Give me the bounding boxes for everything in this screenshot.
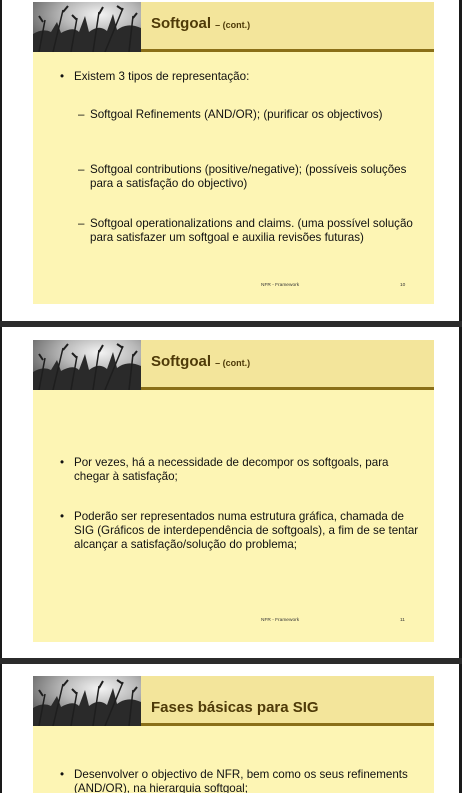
sub-bullet-item: – Softgoal Refinements (AND/OR); (purificar os objectivos) [78, 108, 383, 121]
bullet-dot: • [60, 510, 65, 523]
wheat-field-image [33, 676, 141, 726]
banner-rule [141, 49, 434, 52]
slide-12 [33, 676, 434, 793]
slide-banner [33, 340, 434, 390]
banner-rule [141, 387, 434, 390]
bullet-dot: • [60, 456, 65, 469]
slide-title: Softgoal – (cont.) [151, 15, 251, 32]
left-border [0, 0, 2, 793]
sub-bullet-item: – Softgoal operationalizations and claims. (uma possível solução para satisfazer um softgoal e auxilia revisões futuras) [78, 217, 413, 244]
banner-rule [141, 723, 434, 726]
slide-title: Softgoal – (cont.) [151, 353, 251, 370]
sub-bullet-item: – Softgoal contributions (positive/negative); (possíveis soluções para a satisfação do objectivo) [78, 163, 407, 190]
page-separator [0, 658, 462, 664]
slide-title: Fases básicas para SIG [151, 699, 319, 716]
wheat-field-image [33, 340, 141, 390]
slide-banner [33, 676, 434, 726]
slide-banner [33, 2, 434, 52]
bullet-item: • Desenvolver o objectivo de NFR, bem como os seus refinements (AND/OR), na hierarquia softgoal; [60, 768, 408, 793]
page-separator [0, 321, 462, 327]
dash-marker: – [78, 163, 85, 176]
bullet-item: • Existem 3 tipos de representação: [60, 70, 250, 83]
bullet-item: • Poderão ser representados numa estrutura gráfica, chamada de SIG (Gráficos de interdependência de softgoals), a fim de se tentar alcançar a satisfação/solução do problema; [60, 510, 419, 551]
dash-marker: – [78, 108, 85, 121]
slide-10 [33, 2, 434, 304]
footer-label: NFR - Framework [261, 283, 300, 288]
page-number: 11 [400, 618, 405, 623]
page-number: 10 [400, 283, 406, 288]
wheat-field-image [33, 2, 141, 52]
dash-marker: – [78, 217, 85, 230]
title-suffix: – (cont.) [215, 358, 251, 368]
bullet-dot: • [60, 768, 65, 781]
bullet-item: • Por vezes, há a necessidade de decompor os softgoals, para chegar à satisfação; [60, 456, 389, 483]
slide-11 [33, 340, 434, 642]
footer-label: NFR - Framework [261, 618, 300, 623]
bullet-dot: • [60, 70, 65, 83]
title-suffix: – (cont.) [215, 20, 251, 30]
